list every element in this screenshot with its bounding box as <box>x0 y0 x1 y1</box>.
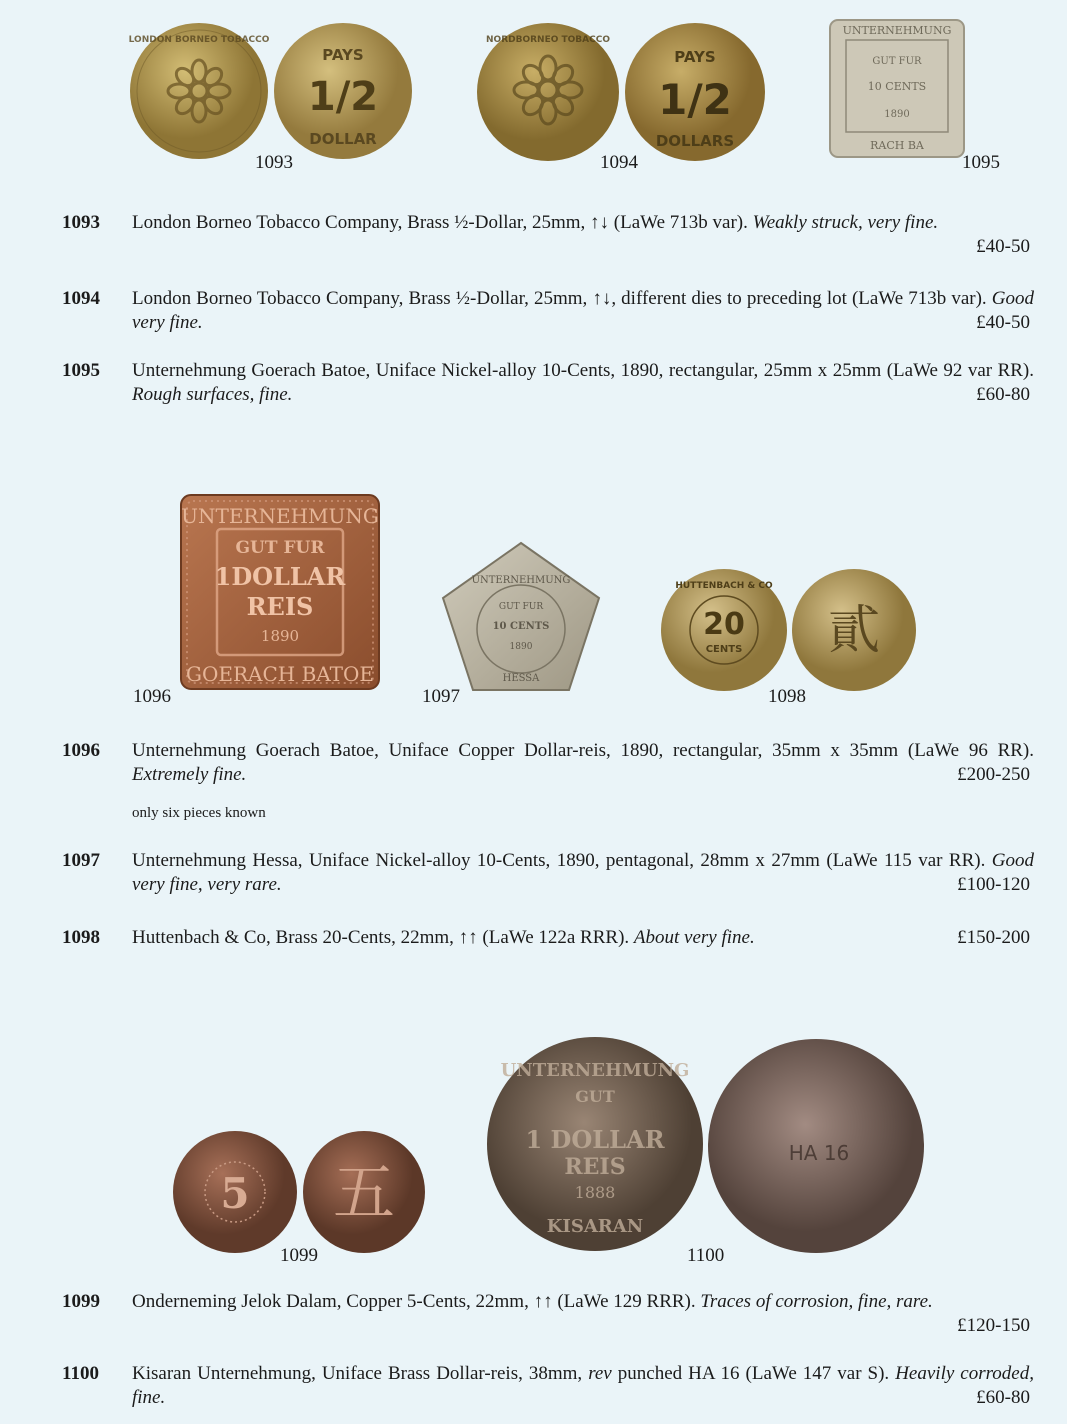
coin-legend: UNTERNEHMUNG <box>842 24 952 37</box>
coin-1095 <box>828 18 966 159</box>
coin-1100-reverse <box>707 1038 925 1254</box>
coin-text: GUT FUR <box>235 538 325 558</box>
lot-1099 <box>62 1290 1034 1336</box>
coin-text: 10 CENTS <box>492 621 550 632</box>
lot-description: Unternehmung Goerach Batoe, Uniface Copper Dollar-reis, 1890, rectangular, 35mm x 35mm (LaWe 96 RR). <box>132 740 1034 761</box>
coin-text: 1890 <box>884 109 910 120</box>
caption-1100: 1100 <box>687 1245 725 1266</box>
coin-glyph: 五 <box>332 1156 396 1229</box>
coin-stamp: HA 16 <box>788 1141 850 1165</box>
caption-1098: 1098 <box>768 686 806 707</box>
coin-denomination: 5 <box>220 1169 250 1218</box>
lot-grade: Traces of corrosion, fine, rare. <box>700 1291 933 1312</box>
coin-legend: RACH BA <box>870 139 924 152</box>
lot-grade: Rough surfaces, fine. <box>132 384 293 405</box>
lot-description: Unternehmung Hessa, Uniface Nickel-alloy 10-Cents, 1890, pentagonal, 28mm x 27mm (LaWe 115 var RR). <box>132 850 992 871</box>
lot-grade: Weakly struck, very fine. <box>752 212 939 233</box>
coin-legend: HUTTENBACH & CO <box>675 581 773 591</box>
coin-legend: UNTERNEHMUNG <box>471 575 571 586</box>
lot-estimate: £40-50 <box>976 312 1030 333</box>
lot-description-italic: rev <box>588 1363 612 1384</box>
lot-1095 <box>62 359 1034 407</box>
lot-1097 <box>62 849 1034 897</box>
lot-estimate: £60-80 <box>976 1387 1030 1408</box>
lot-estimate: £40-50 <box>976 236 1030 257</box>
lot-1093 <box>62 211 1034 257</box>
coin-denomination: 1/2 <box>307 74 379 120</box>
lot-description: Kisaran Unternehmung, Uniface Brass Dollar-reis, 38mm, <box>132 1363 589 1384</box>
coin-1093-reverse <box>273 22 413 160</box>
lot-1098 <box>62 926 1034 950</box>
coin-text: 10 CENTS <box>867 80 927 93</box>
lot-number: 1093 <box>62 212 100 233</box>
coin-text: 1 DOLLAR <box>525 1125 665 1154</box>
coin-1094-reverse <box>624 22 766 162</box>
lot-estimate: £100-120 <box>957 874 1030 895</box>
lot-number: 1100 <box>62 1363 99 1384</box>
coin-legend: UNTERNEHMUNG <box>500 1060 690 1081</box>
caption-1096: 1096 <box>133 686 171 707</box>
lot-number: 1099 <box>62 1291 100 1312</box>
coin-1094-obverse <box>476 22 621 162</box>
lot-description: London Borneo Tobacco Company, Brass ½-Dollar, 25mm, ↑↓, different dies to preceding lot (LaWe 713b var). <box>132 288 992 309</box>
lot-number: 1098 <box>62 927 100 948</box>
lot-note: only six pieces known <box>132 805 266 821</box>
coin-1098-obverse <box>660 568 788 692</box>
lot-grade: Extremely fine. <box>132 764 247 785</box>
lot-number: 1097 <box>62 850 100 871</box>
coin-legend: NORDBORNEO TOBACCO <box>486 35 610 45</box>
coin-legend: HESSA <box>502 673 540 684</box>
coin-legend: UNTERNEHMUNG <box>181 504 379 528</box>
coin-text: DOLLARS <box>655 132 735 150</box>
lot-description: London Borneo Tobacco Company, Brass ½-Dollar, 25mm, ↑↓ (LaWe 713b var). <box>132 212 753 233</box>
caption-1095: 1095 <box>962 152 1000 173</box>
lot-grade: Good very fine. <box>132 288 1034 333</box>
coin-text: PAYS <box>674 48 716 66</box>
coin-text: REIS <box>246 592 314 621</box>
coin-text: 1890 <box>509 642 533 652</box>
lot-1100 <box>62 1362 1034 1410</box>
coin-text: DOLLAR <box>309 130 377 148</box>
lot-grade: Heavily corroded, fine. <box>132 1363 1034 1408</box>
coin-text: PAYS <box>322 46 364 64</box>
lot-1094 <box>62 287 1034 335</box>
lot-grade: Good very fine, very rare. <box>132 850 1034 895</box>
coin-glyph: 貳 <box>827 601 881 661</box>
coin-1093-obverse <box>129 22 269 160</box>
lot-estimate: £150-200 <box>957 927 1030 948</box>
coin-text: 1890 <box>260 627 300 645</box>
lot-number: 1095 <box>62 360 100 381</box>
coin-1098-reverse <box>791 568 917 692</box>
coin-denomination: 1/2 <box>658 75 732 124</box>
coin-1096 <box>179 493 381 691</box>
coin-text: GUT FUR <box>498 602 544 612</box>
lot-number: 1096 <box>62 740 100 761</box>
coin-text: 1DOLLAR <box>214 562 346 591</box>
coin-text: GUT FUR <box>872 56 922 67</box>
coin-1099-reverse <box>302 1130 426 1254</box>
coin-text: GUT <box>575 1087 615 1106</box>
coin-denomination: 20 <box>703 607 745 642</box>
lot-description: punched HA 16 (LaWe 147 var S). <box>611 1363 896 1384</box>
lot-1096 <box>62 739 1034 787</box>
caption-1093: 1093 <box>255 152 293 173</box>
lot-description: Onderneming Jelok Dalam, Copper 5-Cents, 22mm, ↑↑ (LaWe 129 RRR). <box>132 1291 701 1312</box>
coin-legend: KISARAN <box>546 1216 644 1237</box>
coin-1097 <box>441 541 601 692</box>
lot-estimate: £60-80 <box>976 384 1030 405</box>
coin-text: 1888 <box>574 1183 616 1202</box>
coin-text: REIS <box>564 1154 626 1180</box>
lot-number: 1094 <box>62 288 100 309</box>
caption-1097: 1097 <box>422 686 460 707</box>
lot-grade: About very fine. <box>633 927 755 948</box>
coin-1099-obverse <box>172 1130 298 1254</box>
coin-text: CENTS <box>705 644 743 655</box>
caption-1099: 1099 <box>280 1245 318 1266</box>
lot-estimate: £200-250 <box>957 764 1030 785</box>
coin-1100-obverse <box>486 1036 704 1252</box>
coin-legend: GOERACH BATOE <box>186 662 374 686</box>
lot-description: Huttenbach & Co, Brass 20-Cents, 22mm, ↑↑ (LaWe 122a RRR). <box>132 927 634 948</box>
caption-1094: 1094 <box>600 152 638 173</box>
coin-legend: LONDON BORNEO TOBACCO <box>129 35 269 45</box>
lot-estimate: £120-150 <box>957 1315 1030 1336</box>
lot-description: Unternehmung Goerach Batoe, Uniface Nickel-alloy 10-Cents, 1890, rectangular, 25mm x 25mm (LaWe 92 var RR). <box>132 360 1034 381</box>
